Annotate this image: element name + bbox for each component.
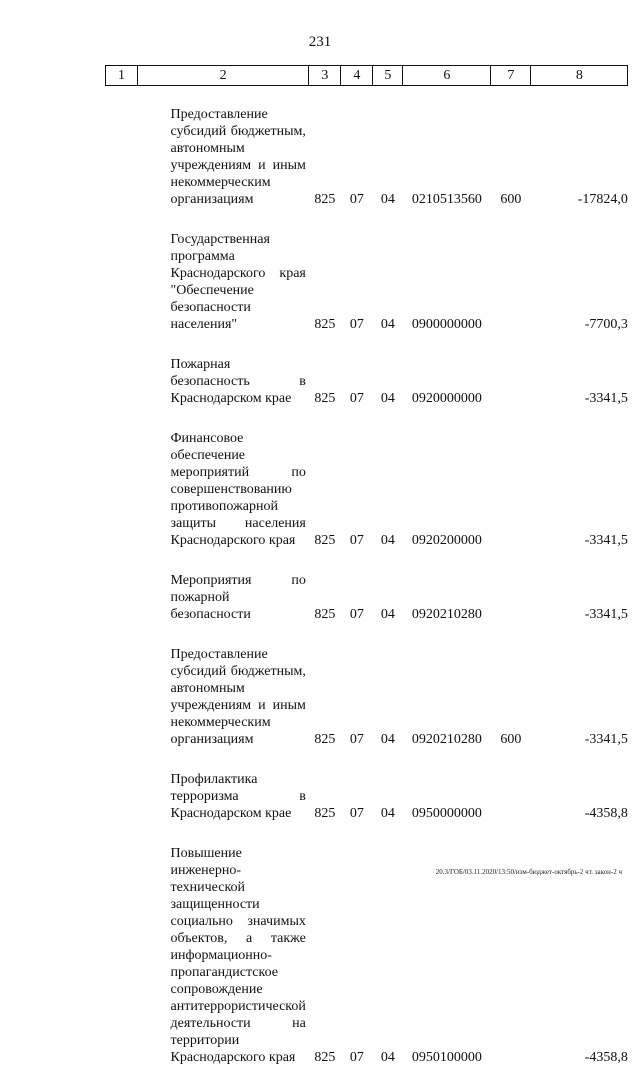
cell-col-1 [106, 430, 138, 549]
cell-name: Финансовое обеспечение мероприятий по совершенствованию противопожарной защиты населения Краснодарского края [170, 431, 306, 548]
cell-amount: -4358,8 [584, 1050, 628, 1065]
page-number: 231 [308, 34, 332, 50]
cell-expense-type [491, 771, 531, 822]
cell-target-article: 0920000000 [411, 391, 482, 406]
cell-section: 07 [349, 317, 364, 332]
cell-name: Мероприятия по пожарной безопасности [170, 573, 306, 622]
cell-col-1 [106, 106, 138, 208]
cell-subsection: 04 [380, 732, 395, 747]
column-header-6: 6 [403, 66, 491, 86]
row-spacer [106, 86, 628, 107]
table-row [106, 572, 628, 623]
cell-section: 07 [349, 391, 364, 406]
cell-target-article: 0900000000 [411, 317, 482, 332]
cell-name: Государственная программа Краснодарского края "Обеспечение безопасности населения" [170, 232, 306, 332]
cell-section: 07 [349, 533, 364, 548]
cell-admin-code: 825 [314, 533, 336, 548]
cell-section: 07 [349, 732, 364, 747]
row-spacer [106, 549, 628, 572]
cell-subsection: 04 [380, 192, 395, 207]
cell-col-1 [106, 845, 138, 1066]
cell-target-article: 0210513560 [411, 192, 482, 207]
cell-expense-type: 600 [500, 732, 522, 747]
cell-amount: -17824,0 [577, 192, 628, 207]
cell-amount: -3341,5 [584, 391, 628, 406]
cell-col-1 [106, 771, 138, 822]
cell-col-1 [106, 572, 138, 623]
cell-col-1 [106, 356, 138, 407]
cell-target-article: 0920210280 [411, 732, 482, 747]
column-header-5: 5 [373, 66, 403, 86]
column-header-3: 3 [309, 66, 341, 86]
cell-expense-type [491, 572, 531, 623]
table-row [106, 356, 628, 407]
cell-expense-type: 600 [500, 192, 522, 207]
cell-col-1 [106, 646, 138, 748]
cell-amount: -3341,5 [584, 607, 628, 622]
table-row [106, 430, 628, 549]
table-row [106, 231, 628, 333]
column-header-4: 4 [341, 66, 373, 86]
cell-name: Предоставление субсидий бюджетным, автономным учреждениям и иным некоммерческим организациям [170, 647, 306, 747]
cell-section: 07 [349, 806, 364, 821]
cell-subsection: 04 [380, 1050, 395, 1065]
cell-amount: -7700,3 [584, 317, 628, 332]
cell-subsection: 04 [380, 607, 395, 622]
cell-col-1 [106, 231, 138, 333]
cell-section: 07 [349, 192, 364, 207]
cell-target-article: 0950100000 [411, 1050, 482, 1065]
table-row [106, 106, 628, 208]
table-row [106, 845, 628, 1066]
row-spacer [106, 208, 628, 231]
row-spacer [106, 822, 628, 845]
cell-admin-code: 825 [314, 806, 336, 821]
cell-name: Профилактика терроризма в Краснодарском крае [170, 772, 306, 821]
column-header-2: 2 [138, 66, 309, 86]
cell-name: Повышение инженерно-технической защищенности социально значимых объектов, а также информационно-пропагандистское сопровождение антитеррористической деятельности на территории Краснодарского края [170, 846, 306, 1065]
table-row [106, 771, 628, 822]
cell-amount: -3341,5 [584, 732, 628, 747]
cell-admin-code: 825 [314, 732, 336, 747]
row-spacer [106, 623, 628, 646]
table-row [106, 646, 628, 748]
cell-target-article: 0920210280 [411, 607, 482, 622]
cell-name: Предоставление субсидий бюджетным, автономным учреждениям и иным некоммерческим организациям [170, 107, 306, 207]
cell-section: 07 [349, 607, 364, 622]
cell-target-article: 0950000000 [411, 806, 482, 821]
cell-section: 07 [349, 1050, 364, 1065]
cell-expense-type [491, 845, 531, 1066]
footer-code: 20.3/ГОБ/03.11.2020/13:50/изм-бюджет-октябрь-2 чт. закон-2 ч [435, 868, 622, 876]
cell-admin-code: 825 [314, 317, 336, 332]
cell-expense-type [491, 430, 531, 549]
row-spacer [106, 407, 628, 430]
cell-expense-type [491, 231, 531, 333]
cell-subsection: 04 [380, 533, 395, 548]
column-header-8: 8 [531, 66, 628, 86]
row-spacer [106, 333, 628, 356]
header-row [106, 66, 628, 86]
cell-admin-code: 825 [314, 192, 336, 207]
cell-amount: -4358,8 [584, 806, 628, 821]
cell-target-article: 0920200000 [411, 533, 482, 548]
column-header-7: 7 [491, 66, 531, 86]
cell-subsection: 04 [380, 317, 395, 332]
column-header-1: 1 [106, 66, 138, 86]
cell-subsection: 04 [380, 806, 395, 821]
cell-admin-code: 825 [314, 607, 336, 622]
cell-expense-type [491, 356, 531, 407]
cell-admin-code: 825 [314, 1050, 336, 1065]
cell-admin-code: 825 [314, 391, 336, 406]
row-spacer [106, 748, 628, 771]
cell-subsection: 04 [380, 391, 395, 406]
cell-name: Пожарная безопасность в Краснодарском крае [170, 357, 306, 406]
cell-amount: -3341,5 [584, 533, 628, 548]
budget-table [105, 65, 628, 1066]
